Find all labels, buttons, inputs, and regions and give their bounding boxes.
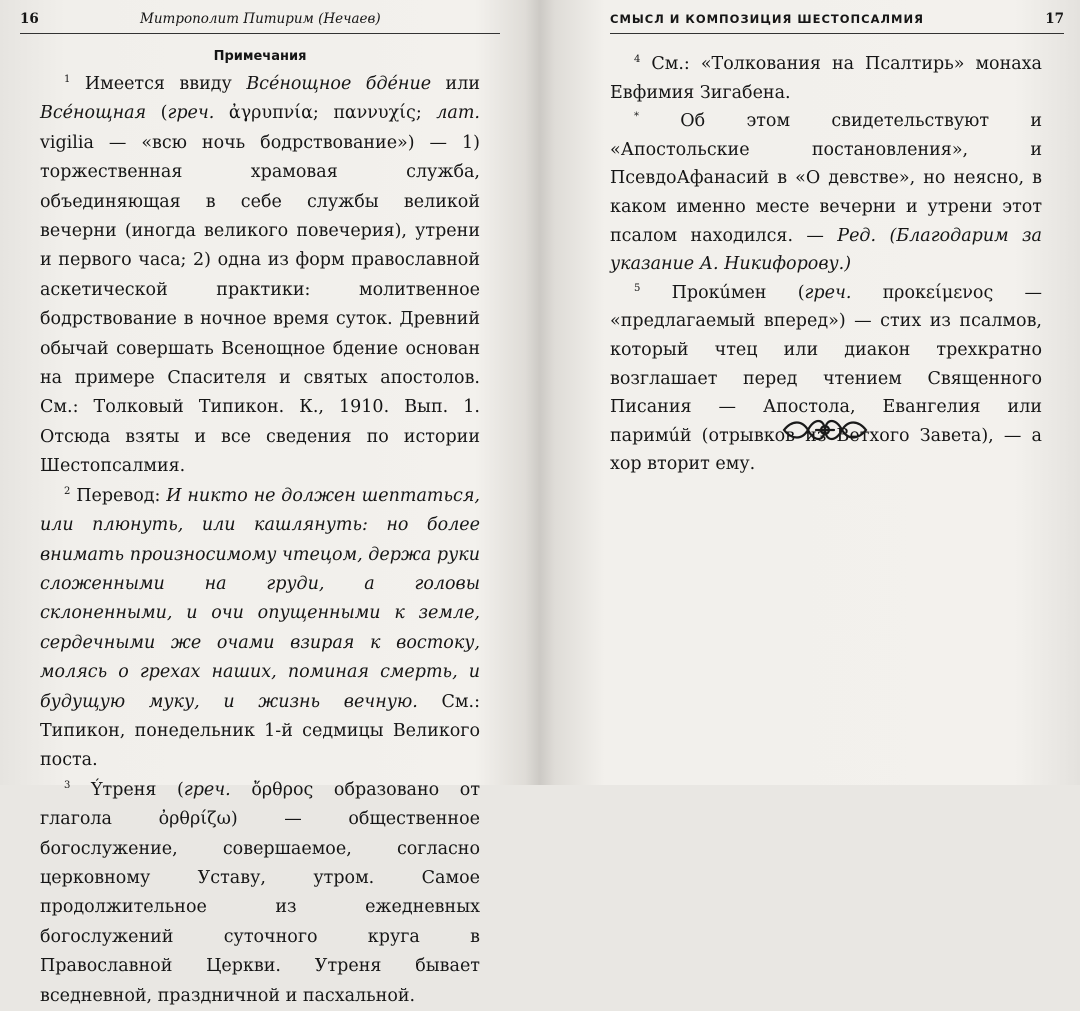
right-running-title: СМЫСЛ И КОМПОЗИЦИЯ ШЕСТОПСАЛМИЯ: [610, 12, 924, 26]
note-text: или: [431, 74, 480, 94]
left-header-rule: [20, 33, 500, 34]
italic-text: Всéнощное бдéние: [246, 74, 432, 94]
italic-text: греч.: [183, 779, 231, 800]
ornamental-divider-icon: [780, 410, 870, 450]
right-page-number: 17: [1045, 11, 1064, 27]
notes-heading: Примечания: [213, 49, 307, 64]
note-text: Имеется ввиду: [70, 74, 247, 94]
footnote-marker: *: [634, 111, 639, 123]
note-star: [610, 107, 1042, 279]
italic-text: И никто не должен шептаться, или плюнуть, или кашлянуть: но более внимать произносимому чтецом, держа руки сложенными на груди, а головы склоненными, и очи опущенными к земле, сердечными же очами взирая к востоку, молясь о грехах наших, поминая смерть, и будущую муку, и жизнь вечную.: [40, 485, 480, 712]
note-text: προκείμενος — «предлагаемый вперед») — стих из псалмов, который чтец или диакон трехкратно возглашает перед чтением Священного Писания — Апостола, Евангелия или паримúй (отрывков из Ветхого Завета), — а хор вторит ему.: [610, 282, 1043, 475]
footnote-marker: 5: [634, 282, 641, 294]
left-running-head: [20, 8, 500, 30]
left-page-body: [40, 44, 480, 1011]
gutter-shadow: [525, 0, 555, 785]
left-page-number: 16: [20, 11, 39, 27]
note-text: Об этом свидетельствуют и «Апостольские постановления», и ПсевдоАфанасий в «О девстве», но неясно, в каком именно месте вечерни и утрени этот псалом находился. —: [610, 111, 1042, 246]
note-text: vigilia — «всю ночь бодрствование») — 1) торжественная храмовая служба, объединяющая в себе службы великой вечерни (иногда великого повечерия), утрени и первого часа; 2) одна из форм православной аскетической практики: молитвенное бодрствование в ночное время суток. Древний обычай совершать Всенощное бдение основан на примере Спасителя и святых апостолов. См.: Толковый Типикон. К., 1910. Вып. 1. Отсюда взяты и все сведения по истории Шестопсалмия.: [40, 132, 480, 477]
left-page: [0, 0, 540, 1006]
note-3: [40, 776, 480, 1011]
right-header-rule: [610, 33, 1064, 34]
left-running-title: Митрополит Питирим (Нечаев): [140, 11, 381, 27]
note-text: См.: Типикон, понедельник 1-й седмицы Великого поста.: [40, 691, 480, 771]
footnote-marker: 1: [64, 74, 71, 86]
note-text: См.: «Толкования на Псалтирь» монаха Евфимия Зигабена.: [610, 54, 1042, 103]
footnote-marker: 2: [64, 485, 71, 497]
italic-text: Ред. (Благодарим за указание А. Никифорову.): [610, 225, 1042, 275]
note-text: Перевод:: [70, 485, 167, 506]
italic-text: лат.: [436, 103, 480, 124]
right-running-head: [610, 8, 1064, 30]
footnote-marker: 4: [634, 54, 641, 66]
note-text: ὄρθρος образовано от глагола ὀρθρίζω) — общественное богослужение, совершаемое, согласно церковному Уставу, утром. Самое продолжительное из ежедневных богослужений суточного круга в Православной Церкви. Утреня бывает вседневной, праздничной и пасхальной.: [40, 779, 480, 1006]
note-4: [610, 50, 1042, 107]
italic-text: Всéнощная: [40, 103, 147, 124]
note-2: [40, 482, 480, 776]
note-1: [40, 70, 480, 482]
note-text: (: [146, 103, 168, 124]
footnote-marker: 3: [64, 779, 71, 791]
note-text: Прокúмен (: [640, 282, 805, 303]
italic-text: греч.: [804, 282, 852, 303]
left-notes: [40, 70, 480, 1011]
italic-text: греч.: [167, 103, 215, 124]
note-text: Ýтреня (: [70, 779, 184, 800]
note-text: ἀγρυπνία; παννυχίς;: [214, 103, 437, 124]
right-page: [540, 0, 1080, 785]
